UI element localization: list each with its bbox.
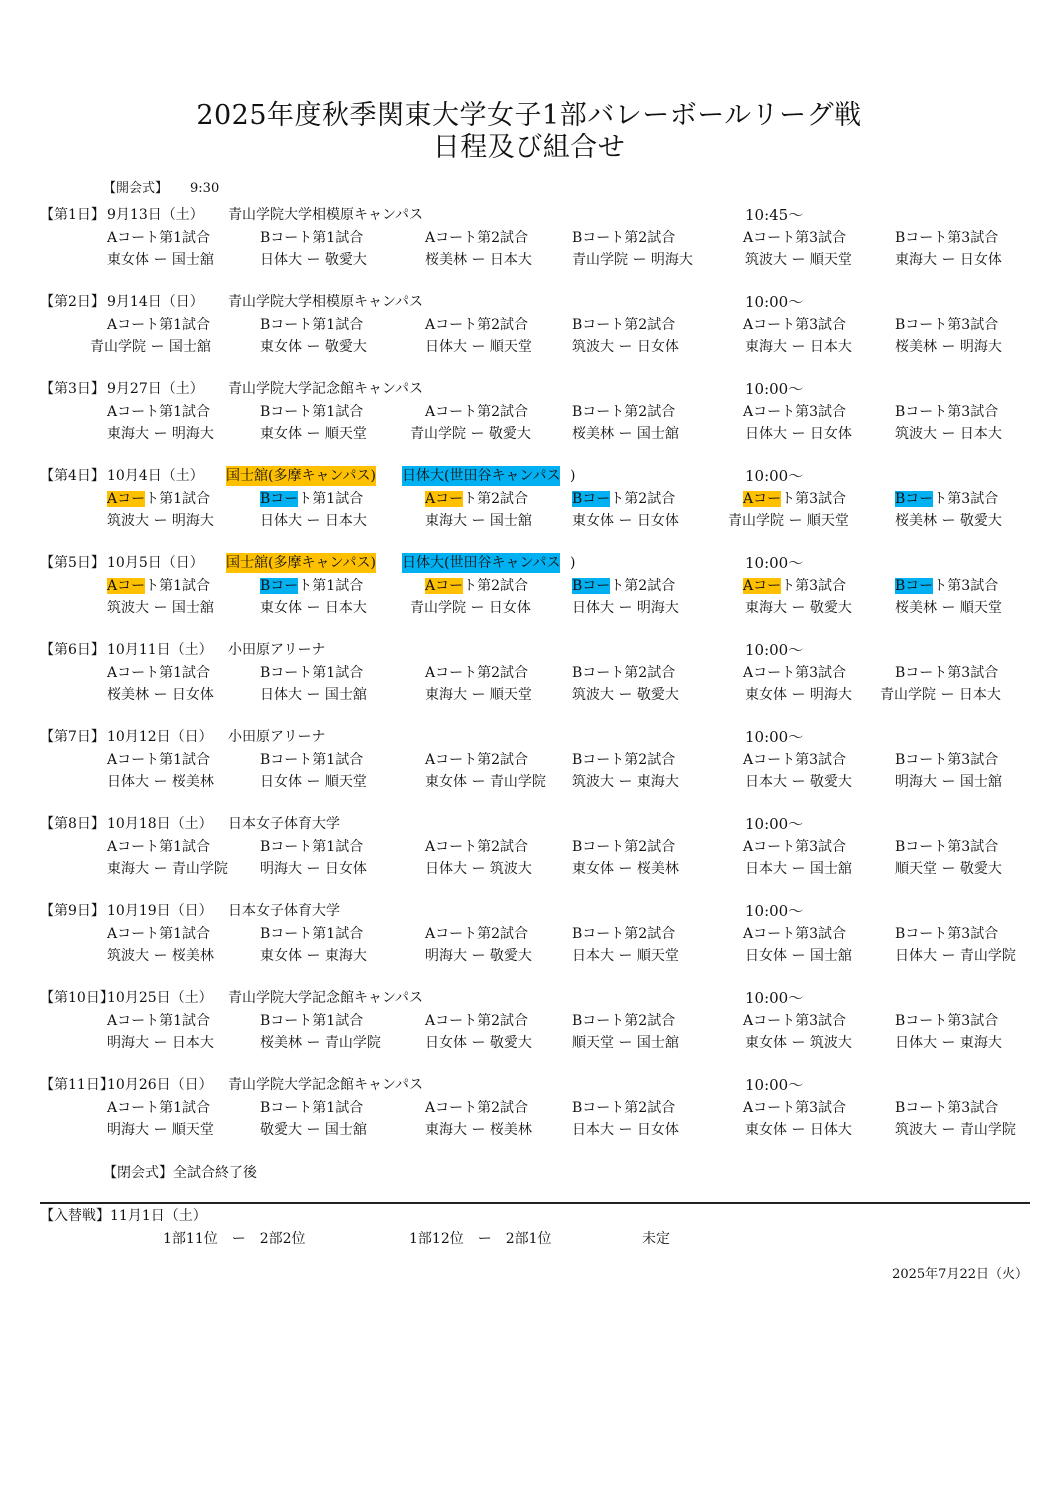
court-label-highlight: Bコー: [895, 578, 934, 594]
match-pairing: 日体大 ー 国士舘: [260, 687, 367, 703]
day-venue: 青山学院大学記念館キャンパス: [228, 990, 424, 1006]
court-label: Aコート第1試合: [107, 404, 211, 420]
court-label-highlight: Aコー: [107, 578, 146, 594]
court-label: Aコート第2試合: [425, 230, 529, 246]
court-label: Aコート第3試合: [743, 230, 847, 246]
match-pairing: 東女体 ー 日本大: [260, 600, 367, 616]
match-pairing: 青山学院 ー 明海大: [572, 252, 693, 268]
court-label: Bコート第2試合: [572, 404, 676, 420]
court-label: Aコート第1試合: [107, 230, 211, 246]
match-pairing: 日女体 ー 国士舘: [745, 948, 852, 964]
court-label-highlight: Bコー: [572, 578, 611, 594]
day-date: 9月27日（土）: [107, 381, 204, 397]
opening-time: 9:30: [190, 181, 220, 196]
section-divider: [40, 1202, 1030, 1204]
court-label-rest: ト第3試合: [781, 491, 847, 507]
match-pairing: 東女体 ー 桜美林: [572, 861, 679, 877]
match-pairing: 東女体 ー 青山学院: [425, 774, 546, 790]
court-label: Aコート第2試合: [425, 1100, 529, 1116]
match-pairing: 桜美林 ー 青山学院: [260, 1035, 381, 1051]
court-label-rest: ト第1試合: [298, 578, 364, 594]
court-label-rest: ト第2試合: [610, 491, 676, 507]
court-label: Aコート第2試合: [425, 839, 529, 855]
court-label: Bコート第2試合: [572, 1100, 676, 1116]
day-label: 【第3日】: [40, 381, 105, 397]
court-label: Bコート第3試合: [895, 926, 999, 942]
court-label: Aコート第2試合: [425, 752, 529, 768]
match-pairing: 日体大 ー 青山学院: [895, 948, 1016, 964]
match-pairing: 東女体 ー 筑波大: [745, 1035, 852, 1051]
day-venue-b-end: ): [570, 555, 576, 571]
replacement-match-1: 1部11位 ー 2部2位: [163, 1231, 306, 1247]
opening-label: 【開会式】: [103, 181, 169, 196]
match-pairing: 東海大 ー 明海大: [107, 426, 214, 442]
day-block: [0, 988, 1058, 1068]
court-label: [107, 575, 210, 597]
day-start-time: 10:00～: [745, 380, 804, 398]
match-pairing: 筑波大 ー 日女体: [572, 339, 679, 355]
match-pairing: 日体大 ー 敬愛大: [260, 252, 367, 268]
match-pairing: 日体大 ー 桜美林: [107, 774, 214, 790]
day-start-time: 10:00～: [745, 989, 804, 1007]
court-label: Bコート第2試合: [572, 1013, 676, 1029]
match-pairing: 東女体 ー 敬愛大: [260, 339, 367, 355]
court-label-highlight: Aコー: [425, 491, 464, 507]
match-pairing: 日女体 ー 順天堂: [260, 774, 367, 790]
court-label: [572, 488, 675, 510]
publish-date: 2025年7月22日（火）: [892, 1267, 1028, 1282]
day-venue: 日本女子体育大学: [228, 816, 340, 832]
day-label: 【第4日】: [40, 468, 105, 484]
match-pairing: 日体大 ー 日本大: [260, 513, 367, 529]
match-pairing: 青山学院 ー 国士舘: [90, 339, 211, 355]
court-label: [425, 575, 528, 597]
court-label: Aコート第3試合: [743, 404, 847, 420]
document-subtitle: 日程及び組合せ: [432, 132, 626, 163]
court-label-highlight: Bコー: [895, 491, 934, 507]
day-venue: 日本女子体育大学: [228, 903, 340, 919]
day-date: 10月19日（日）: [107, 903, 213, 919]
court-label: Aコート第2試合: [425, 317, 529, 333]
court-label: Aコート第1試合: [107, 317, 211, 333]
replacement-match-2: 1部12位 ー 2部1位: [409, 1231, 552, 1247]
match-pairing: 筑波大 ー 順天堂: [745, 252, 852, 268]
day-date: 9月13日（土）: [107, 207, 204, 223]
court-label-rest: ト第1試合: [298, 491, 364, 507]
match-pairing: 桜美林 ー 順天堂: [895, 600, 1002, 616]
day-venue-b: 日体大(世田谷キャンパス: [402, 555, 561, 571]
day-block: [0, 292, 1058, 372]
match-pairing: 日本大 ー 日女体: [572, 1122, 679, 1138]
day-venue: 小田原アリーナ: [228, 729, 326, 745]
match-pairing: 日体大 ー 順天堂: [425, 339, 532, 355]
court-label: [743, 575, 846, 597]
court-label: [743, 488, 846, 510]
day-block: [0, 553, 1058, 633]
court-label: Aコート第1試合: [107, 665, 211, 681]
day-label: 【第2日】: [40, 294, 105, 310]
match-pairing: 敬愛大 ー 国士舘: [260, 1122, 367, 1138]
match-pairing: 日体大 ー 日女体: [745, 426, 852, 442]
match-pairing: 桜美林 ー 日本大: [425, 252, 532, 268]
court-label-highlight: Aコー: [743, 578, 782, 594]
match-pairing: 東海大 ー 青山学院: [107, 861, 228, 877]
court-label-rest: ト第3試合: [933, 491, 999, 507]
court-label: Bコート第2試合: [572, 230, 676, 246]
match-pairing: 桜美林 ー 日女体: [107, 687, 214, 703]
match-pairing: 筑波大 ー 桜美林: [107, 948, 214, 964]
match-pairing: 筑波大 ー 青山学院: [895, 1122, 1016, 1138]
day-date: 10月26日（日）: [107, 1077, 213, 1093]
replacement-venue: 未定: [642, 1231, 670, 1247]
court-label: Bコート第3試合: [895, 317, 999, 333]
match-pairing: 東女体 ー 国士舘: [107, 252, 214, 268]
match-pairing: 東海大 ー 国士舘: [425, 513, 532, 529]
day-block: [0, 640, 1058, 720]
match-pairing: 東女体 ー 日女体: [572, 513, 679, 529]
court-label: Aコート第1試合: [107, 752, 211, 768]
match-pairing: 東海大 ー 桜美林: [425, 1122, 532, 1138]
court-label: Bコート第3試合: [895, 404, 999, 420]
day-block: [0, 466, 1058, 546]
court-label: Bコート第2試合: [572, 317, 676, 333]
court-label: Bコート第1試合: [260, 404, 364, 420]
match-pairing: 東女体 ー 日体大: [745, 1122, 852, 1138]
match-pairing: 青山学院 ー 敬愛大: [410, 426, 531, 442]
day-block: [0, 1075, 1058, 1155]
match-pairing: 筑波大 ー 敬愛大: [572, 687, 679, 703]
court-label: [895, 488, 998, 510]
court-label: Bコート第2試合: [572, 752, 676, 768]
match-pairing: 青山学院 ー 日女体: [410, 600, 531, 616]
court-label: Aコート第2試合: [425, 665, 529, 681]
day-start-time: 10:00～: [745, 728, 804, 746]
court-label-highlight: Aコー: [107, 491, 146, 507]
match-pairing: 桜美林 ー 明海大: [895, 339, 1002, 355]
court-label: [895, 575, 998, 597]
day-venue: 青山学院大学記念館キャンパス: [228, 381, 424, 397]
match-pairing: 東女体 ー 明海大: [745, 687, 852, 703]
court-label: [260, 488, 363, 510]
day-date: 10月12日（日）: [107, 729, 213, 745]
match-pairing: 筑波大 ー 東海大: [572, 774, 679, 790]
day-date: 10月4日（土）: [107, 468, 204, 484]
day-venue-b-end: ): [570, 468, 576, 484]
day-start-time: 10:00～: [745, 902, 804, 920]
day-date: 9月14日（日）: [107, 294, 204, 310]
day-label: 【第8日】: [40, 816, 105, 832]
day-label: 【第1日】: [40, 207, 105, 223]
match-pairing: 明海大 ー 国士舘: [895, 774, 1002, 790]
match-pairing: 東海大 ー 順天堂: [425, 687, 532, 703]
replacement-header: [40, 1205, 207, 1225]
day-venue: 青山学院大学相模原キャンパス: [228, 294, 424, 310]
court-label: Aコート第3試合: [743, 926, 847, 942]
day-start-time: 10:00～: [745, 1076, 804, 1094]
day-label: 【第10日】: [40, 990, 114, 1006]
court-label-rest: ト第2試合: [463, 578, 529, 594]
court-label: [425, 488, 528, 510]
day-start-time: 10:45～: [745, 206, 804, 224]
match-pairing: 筑波大 ー 国士舘: [107, 600, 214, 616]
court-label: Aコート第2試合: [425, 404, 529, 420]
court-label: Aコート第2試合: [425, 1013, 529, 1029]
court-label: Bコート第1試合: [260, 230, 364, 246]
day-date: 10月18日（土）: [107, 816, 213, 832]
court-label: [107, 488, 210, 510]
court-label: Aコート第1試合: [107, 1100, 211, 1116]
match-pairing: 明海大 ー 順天堂: [107, 1122, 214, 1138]
day-block: [0, 901, 1058, 981]
court-label: Bコート第3試合: [895, 839, 999, 855]
court-label: Aコート第3試合: [743, 839, 847, 855]
day-date: 10月11日（土）: [107, 642, 213, 658]
court-label-rest: ト第1試合: [145, 491, 211, 507]
match-pairing: 東海大 ー 日女体: [895, 252, 1002, 268]
match-pairing: 日体大 ー 明海大: [572, 600, 679, 616]
day-start-time: 10:00～: [745, 554, 804, 572]
match-pairing: 日女体 ー 敬愛大: [425, 1035, 532, 1051]
day-block: [0, 379, 1058, 459]
match-pairing: 明海大 ー 敬愛大: [425, 948, 532, 964]
court-label-rest: ト第2試合: [610, 578, 676, 594]
match-pairing: 東海大 ー 日本大: [745, 339, 852, 355]
match-pairing: 順天堂 ー 国士舘: [572, 1035, 679, 1051]
court-label: [260, 575, 363, 597]
court-label-rest: ト第3試合: [933, 578, 999, 594]
match-pairing: 順天堂 ー 敬愛大: [895, 861, 1002, 877]
court-label-highlight: Aコー: [743, 491, 782, 507]
court-label: Bコート第2試合: [572, 926, 676, 942]
match-pairing: 日体大 ー 東海大: [895, 1035, 1002, 1051]
match-pairing: 東海大 ー 敬愛大: [745, 600, 852, 616]
court-label: Aコート第3試合: [743, 1013, 847, 1029]
court-label: Aコート第1試合: [107, 926, 211, 942]
match-pairing: 青山学院 ー 順天堂: [728, 513, 849, 529]
day-block: [0, 814, 1058, 894]
day-venue-a: 国士舘(多摩キャンパス): [226, 555, 376, 571]
court-label: Bコート第1試合: [260, 1100, 364, 1116]
match-pairing: 東女体 ー 東海大: [260, 948, 367, 964]
document-title: 2025年度秋季関東大学女子1部バレーボールリーグ戦: [196, 100, 862, 131]
match-pairing: 明海大 ー 日本大: [107, 1035, 214, 1051]
replacement-date: 11月1日（土）: [110, 1208, 207, 1224]
day-start-time: 10:00～: [745, 641, 804, 659]
court-label: Bコート第2試合: [572, 665, 676, 681]
court-label: Aコート第3試合: [743, 317, 847, 333]
match-pairing: 桜美林 ー 国士舘: [572, 426, 679, 442]
court-label-highlight: Bコー: [260, 491, 299, 507]
match-pairing: 日本大 ー 順天堂: [572, 948, 679, 964]
court-label: Aコート第3試合: [743, 1100, 847, 1116]
day-label: 【第9日】: [40, 903, 105, 919]
day-date: 10月25日（土）: [107, 990, 213, 1006]
court-label: Bコート第3試合: [895, 1100, 999, 1116]
match-pairing: 明海大 ー 日女体: [260, 861, 367, 877]
court-label: Bコート第1試合: [260, 752, 364, 768]
day-venue-b: 日体大(世田谷キャンパス: [402, 468, 561, 484]
day-label: 【第5日】: [40, 555, 105, 571]
match-pairing: 日体大 ー 筑波大: [425, 861, 532, 877]
court-label: Bコート第2試合: [572, 839, 676, 855]
replacement-label: 【入替戦】: [40, 1208, 110, 1224]
court-label: Bコート第1試合: [260, 317, 364, 333]
court-label: Aコート第1試合: [107, 839, 211, 855]
day-label: 【第6日】: [40, 642, 105, 658]
day-label: 【第7日】: [40, 729, 105, 745]
court-label: [572, 575, 675, 597]
day-block: [0, 205, 1058, 285]
court-label: Bコート第1試合: [260, 665, 364, 681]
match-pairing: 青山学院 ー 日本大: [880, 687, 1001, 703]
court-label-rest: ト第3試合: [781, 578, 847, 594]
court-label: Bコート第3試合: [895, 752, 999, 768]
match-pairing: 桜美林 ー 敬愛大: [895, 513, 1002, 529]
day-label: 【第11日】: [40, 1077, 114, 1093]
opening-ceremony: [103, 177, 219, 196]
day-venue: 小田原アリーナ: [228, 642, 326, 658]
court-label-highlight: Aコー: [425, 578, 464, 594]
court-label-highlight: Bコー: [260, 578, 299, 594]
match-pairing: 筑波大 ー 明海大: [107, 513, 214, 529]
day-venue: 青山学院大学記念館キャンパス: [228, 1077, 424, 1093]
match-pairing: 筑波大 ー 日本大: [895, 426, 1002, 442]
match-pairing: 日本大 ー 敬愛大: [745, 774, 852, 790]
day-start-time: 10:00～: [745, 467, 804, 485]
match-pairing: 日本大 ー 国士舘: [745, 861, 852, 877]
court-label: Bコート第3試合: [895, 1013, 999, 1029]
court-label: Aコート第3試合: [743, 752, 847, 768]
day-venue-a: 国士舘(多摩キャンパス): [226, 468, 376, 484]
day-date: 10月5日（日）: [107, 555, 204, 571]
day-block: [0, 727, 1058, 807]
day-start-time: 10:00～: [745, 293, 804, 311]
match-pairing: 東女体 ー 順天堂: [260, 426, 367, 442]
court-label: Bコート第1試合: [260, 926, 364, 942]
court-label-highlight: Bコー: [572, 491, 611, 507]
court-label-rest: ト第1試合: [145, 578, 211, 594]
court-label: Aコート第2試合: [425, 926, 529, 942]
court-label: Aコート第1試合: [107, 1013, 211, 1029]
court-label: Bコート第1試合: [260, 1013, 364, 1029]
court-label: Aコート第3試合: [743, 665, 847, 681]
closing-ceremony: 【閉会式】全試合終了後: [103, 1165, 257, 1181]
day-start-time: 10:00～: [745, 815, 804, 833]
court-label-rest: ト第2試合: [463, 491, 529, 507]
court-label: Bコート第1試合: [260, 839, 364, 855]
day-venue: 青山学院大学相模原キャンパス: [228, 207, 424, 223]
court-label: Bコート第3試合: [895, 230, 999, 246]
court-label: Bコート第3試合: [895, 665, 999, 681]
